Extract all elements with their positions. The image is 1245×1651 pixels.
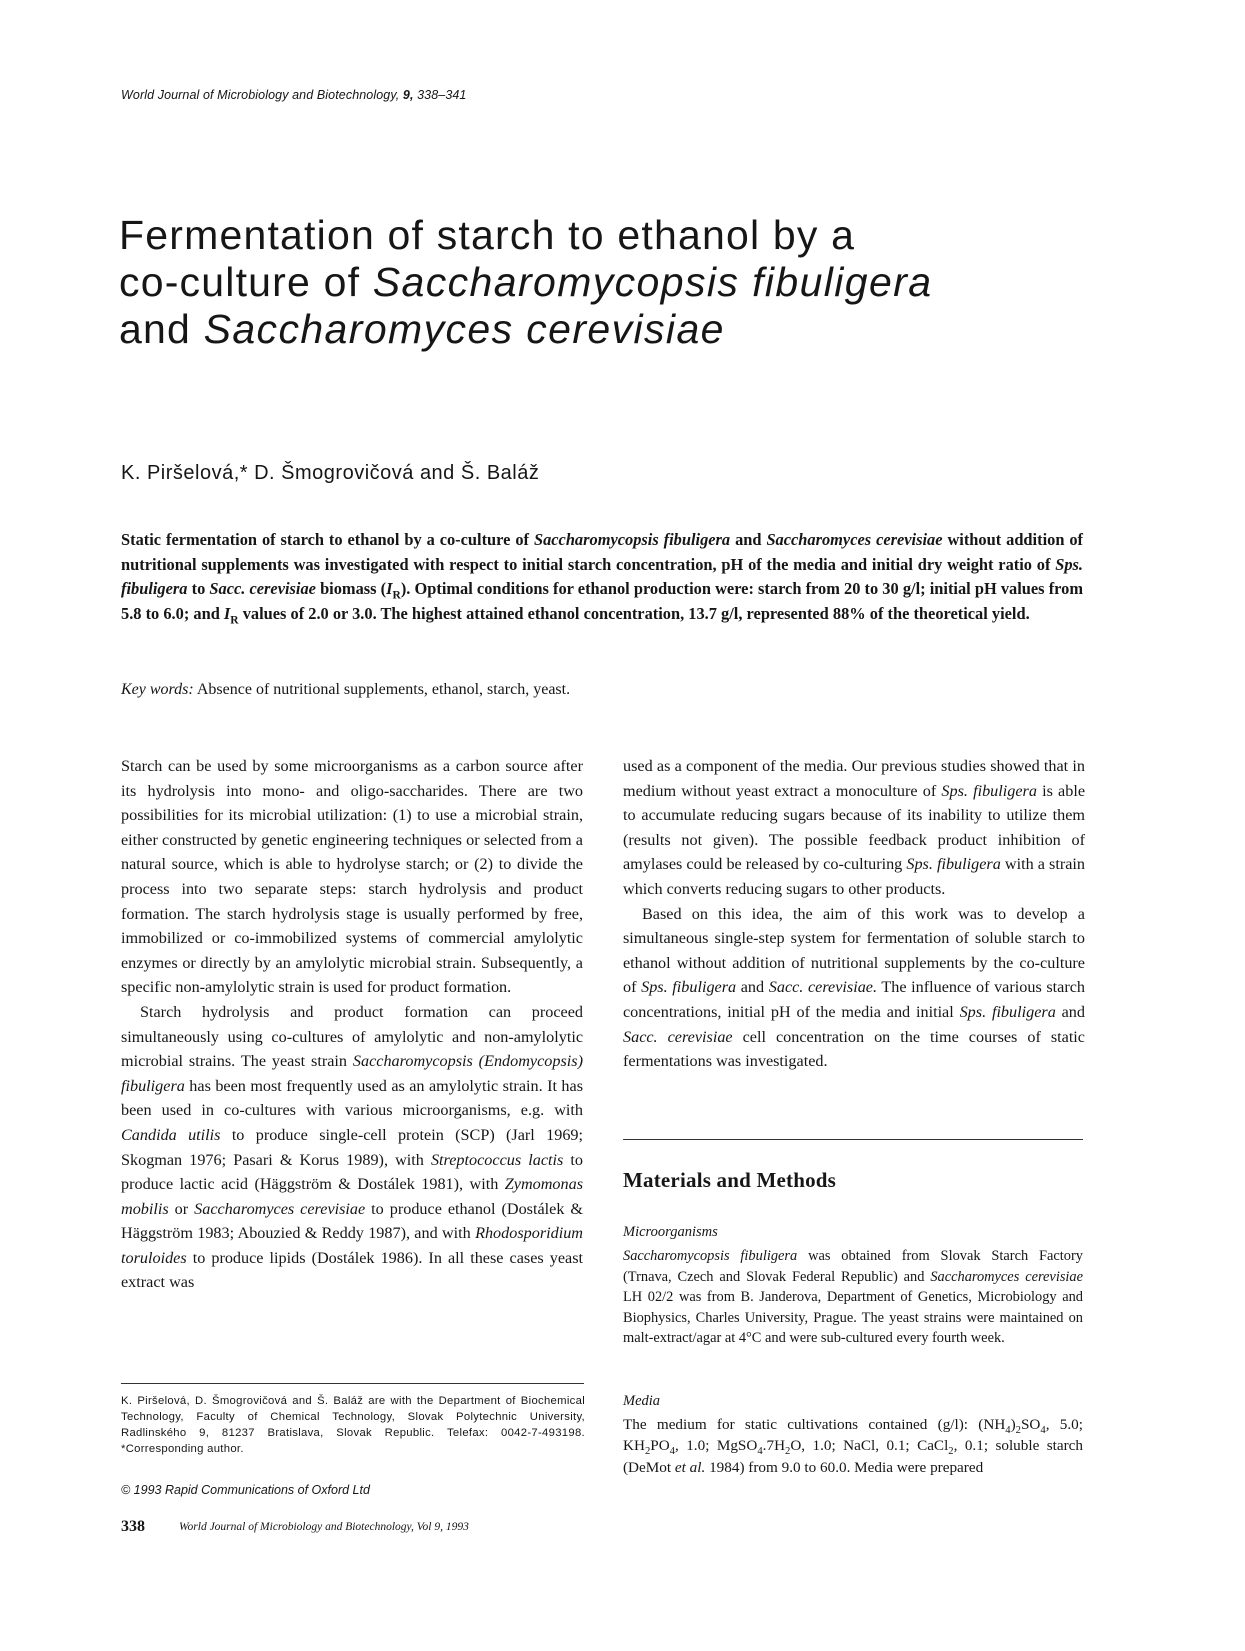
abstract: Static fermentation of starch to ethanol by a co-culture of Saccharomycopsis fibuligera and Saccharomyces cerevisiae without addition of nutritional supplements was investigated with respect to initial starch concentration, pH of the media and initial dry weight ratio of Sps. fibuligera to Sacc. cerevisiae biomass $(I_R)$. Optimal conditions for ethanol production were: starch from 20 to 30 g/l; initial pH values from 5.8 to 6.0; and $I_R$ values of 2.0 or 3.0. The highest attained ethanol concentration, 13.7 g/l, represented 88% of the theoretical yield. [121,530,1084,627]
body-column-left [121,754,583,1295]
body-column-right [623,754,1085,1074]
article-title: Fermentation of starch to ethanol by a co-culture of Saccharomycopsis fibuligera and Saccharomyces cerevisiae [119,212,933,352]
keywords [121,681,1021,699]
running-header [121,88,466,102]
body-paragraph: Based on this idea, the aim of this work was to develop a simultaneous single-step system for fermentation of soluble starch to ethanol without addition of nutritional supplements by the co-culture of Sps. fibuligera and Sacc. cerevisiae. The influence of various starch concentrations, initial pH of the media and initial Sps. fibuligera and Sacc. cerevisiae cell concentration on the time courses of static fermentations was investigated. [623,904,1086,1071]
keywords-text: Absence of nutritional supplements, ethanol, starch, yeast. [193,681,571,698]
section-heading: Materials and Methods [623,1168,837,1192]
microorganisms-paragraph: Saccharomycopsis fibuligera was obtained from Slovak Starch Factory (Trnava, Czech and Slovak Federal Republic) and Saccharomyces cerevisiae LH 02/2 was from B. Janderova, Department of Genetics, Microbiology and Biophysics, Charles University, Prague. The yeast strains were maintained on malt-extract/agar at 4°C and were sub-cultured every fourth week. [623,1248,1083,1347]
journal-name: World Journal of Microbiology and Biotechnology, [121,88,400,102]
footer-journal: World Journal of Microbiology and Biotechnology, Vol 9, 1993 [179,1521,469,1533]
author-list: K. Piršelová,* D. Šmogrovičová and Š. Baláž [121,462,540,484]
subsection-heading: Media [623,1393,661,1409]
body-paragraph: Starch hydrolysis and product formation can proceed simultaneously using co-cultures of amylolytic and non-amylolytic microbial strains. The yeast strain Saccharomycopsis (Endomycopsis) fibuligera has been most frequently used as an amylolytic strain. It has been used in co-cultures with various microorganisms, e.g. with Candida utilis to produce single-cell protein (SCP) (Jarl 1969; Skogman 1976; Pasari & Korus 1989), with Streptococcus lactis to produce lactic acid (Häggström & Dostálek 1981), with Zymomonas mobilis or Saccharomyces cerevisiae to produce ethanol (Dostálek & Häggström 1983; Abouzied & Reddy 1987), and with Rhodosporidium toruloides to produce lipids (Dostálek 1986). In all these cases yeast extract was [121,1002,584,1292]
journal-volume: 9, [402,88,414,102]
body-paragraph: used as a component of the media. Our previous studies showed that in medium without yeast extract a monoculture of Sps. fibuligera is able to accumulate reducing sugars because of its inability to utilize them (results not given). The possible feedback product inhibition of amylases could be released by co-culturing Sps. fibuligera with a strain which converts reducing sugars to other products. [623,757,1086,898]
footnote-divider [121,1383,584,1384]
keywords-label: Key words: [121,681,194,698]
copyright-notice: © 1993 Rapid Communications of Oxford Ltd [121,1483,370,1497]
media-paragraph: The medium for static cultivations contained (g/l): $(NH_4)_2SO_4$, 5.0; $KH_2PO_4$, 1.0; $MgSO_4.7H_2O$, 1.0; NaCl, 0.1; CaCl$_2$, 0.1; soluble starch (DeMot et al. 1984) from 9.0 to 60.0. Media were prepared [623,1416,1084,1476]
body-paragraph: Starch can be used by some microorganisms as a carbon source after its hydrolysis into mono- and oligo-saccharides. There are two possibilities for its microbial utilization: (1) to use a microbial strain, either constructed by genetic engineering techniques or selected from a natural source, which is able to hydrolyse starch; or (2) to divide the process into two separate steps: starch hydrolysis and product formation. The starch hydrolysis stage is usually performed by free, immobilized or co-immobilized systems of commercial amylolytic enzymes or directly by an amylolytic microbial strain. Subsequently, a specific non-amylolytic strain is used for product formation. [121,757,583,997]
journal-pages: 338–341 [417,88,467,102]
subsection-heading: Microorganisms [623,1224,718,1240]
section-divider [623,1139,1083,1140]
page-number: 338 [121,1518,145,1535]
author-affiliation: K. Piršelová, D. Šmogrovičová and Š. Baláž are with the Department of Biochemical Technology, Faculty of Chemical Technology, Slovak Polytechnic University, Radlinského 9, 81237 Bratislava, Slovak Republic. Telefax: 0042-7-493198. *Corresponding author. [121,1395,585,1455]
